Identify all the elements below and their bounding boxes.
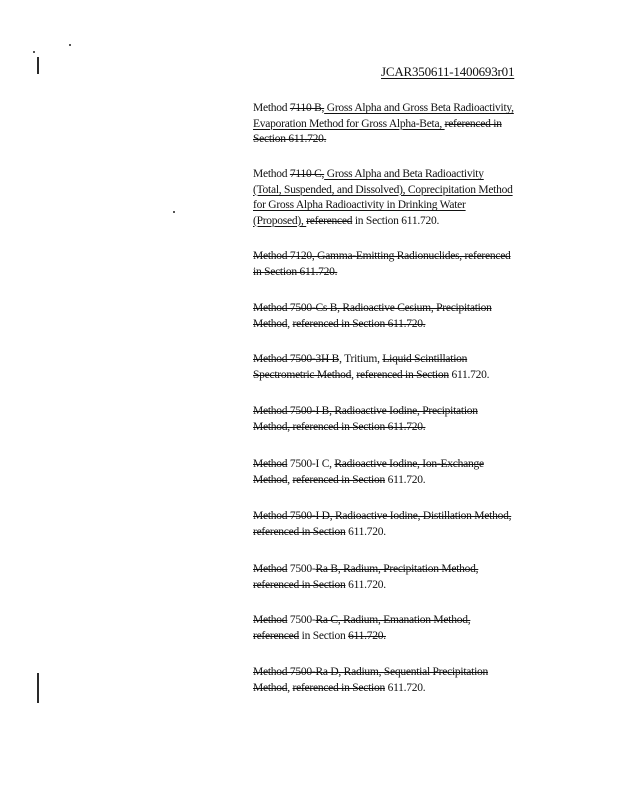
- entry-line: Method 7500-3H B, Tritium, Liquid Scintillation: [253, 353, 468, 365]
- entry-line: Method 7110 B, Gross Alpha and Gross Beta Radioactivity,: [253, 102, 514, 114]
- entry-line: Method 7500-Ra C, Radium, Emanation Method,: [253, 614, 471, 626]
- entry-line: Method 7500-Ra D, Radium, Sequential Precipitation: [253, 666, 489, 678]
- entry-line: Method 7500-Ra B, Radium, Precipitation Method,: [253, 563, 479, 575]
- entry-line: Method 7110 C, Gross Alpha and Beta Radioactivity: [253, 168, 484, 180]
- scan-speck: [69, 44, 71, 46]
- entry-line: Method, referenced in Section 611.720.: [253, 681, 426, 694]
- method-entry-7110b: [253, 101, 553, 148]
- method-entry-7120: [253, 249, 553, 280]
- entry-line: for Gross Alpha Radioactivity in Drinking Water: [253, 199, 466, 211]
- revision-margin-bar-top: [37, 57, 39, 74]
- method-entry-7500-i-b: [253, 404, 553, 435]
- entry-line: Method 7120, Gamma-Emitting Radionuclides, referenced: [253, 250, 511, 262]
- method-entry-7500-ra-d: [253, 665, 553, 696]
- entry-line: (Total, Suspended, and Dissolved), Coprecipitation Method: [253, 183, 513, 196]
- method-entry-7500-i-d: [253, 509, 553, 540]
- entry-line: referenced in Section 611.720.: [253, 629, 386, 642]
- entry-line: Method 7500-I B, Radioactive Iodine, Precipitation: [253, 405, 478, 417]
- document-id: JCAR350611-1400693r01: [381, 64, 515, 79]
- entry-line: Method, referenced in Section 611.720.: [253, 473, 426, 486]
- revision-margin-bar-bottom: [37, 673, 39, 703]
- entry-line: Method, referenced in Section 611.720.: [253, 317, 426, 330]
- entry-line: in Section 611.720.: [253, 265, 338, 278]
- entry-line: referenced in Section 611.720.: [253, 578, 386, 591]
- entry-line: (Proposed), referenced in Section 611.720.: [253, 214, 440, 227]
- entry-line: Method, referenced in Section 611.720.: [253, 420, 426, 433]
- method-entry-7110c: [253, 167, 553, 229]
- entry-line: Method 7500-I D, Radioactive Iodine, Distillation Method,: [253, 510, 512, 522]
- method-entry-7500-i-c: [253, 457, 553, 488]
- entry-line: Method 7500-Cs B, Radioactive Cesium, Precipitation: [253, 302, 492, 314]
- entry-line: Method 7500-I C, Radioactive Iodine, Ion-Exchange: [253, 458, 484, 470]
- method-entry-7500-cs-b: [253, 301, 553, 332]
- method-entry-7500-ra-b: [253, 562, 553, 593]
- entry-line: Section 611.720.: [253, 133, 327, 145]
- method-entry-7500-3h-b: [253, 352, 553, 383]
- entry-line: Spectrometric Method, referenced in Section 611.720.: [253, 368, 490, 381]
- scan-speck: [33, 51, 35, 53]
- entry-line: referenced in Section 611.720.: [253, 525, 386, 538]
- method-entry-7500-ra-c: [253, 613, 553, 644]
- scan-speck: [173, 211, 175, 213]
- entry-line: Evaporation Method for Gross Alpha-Beta, referenced in: [253, 117, 502, 130]
